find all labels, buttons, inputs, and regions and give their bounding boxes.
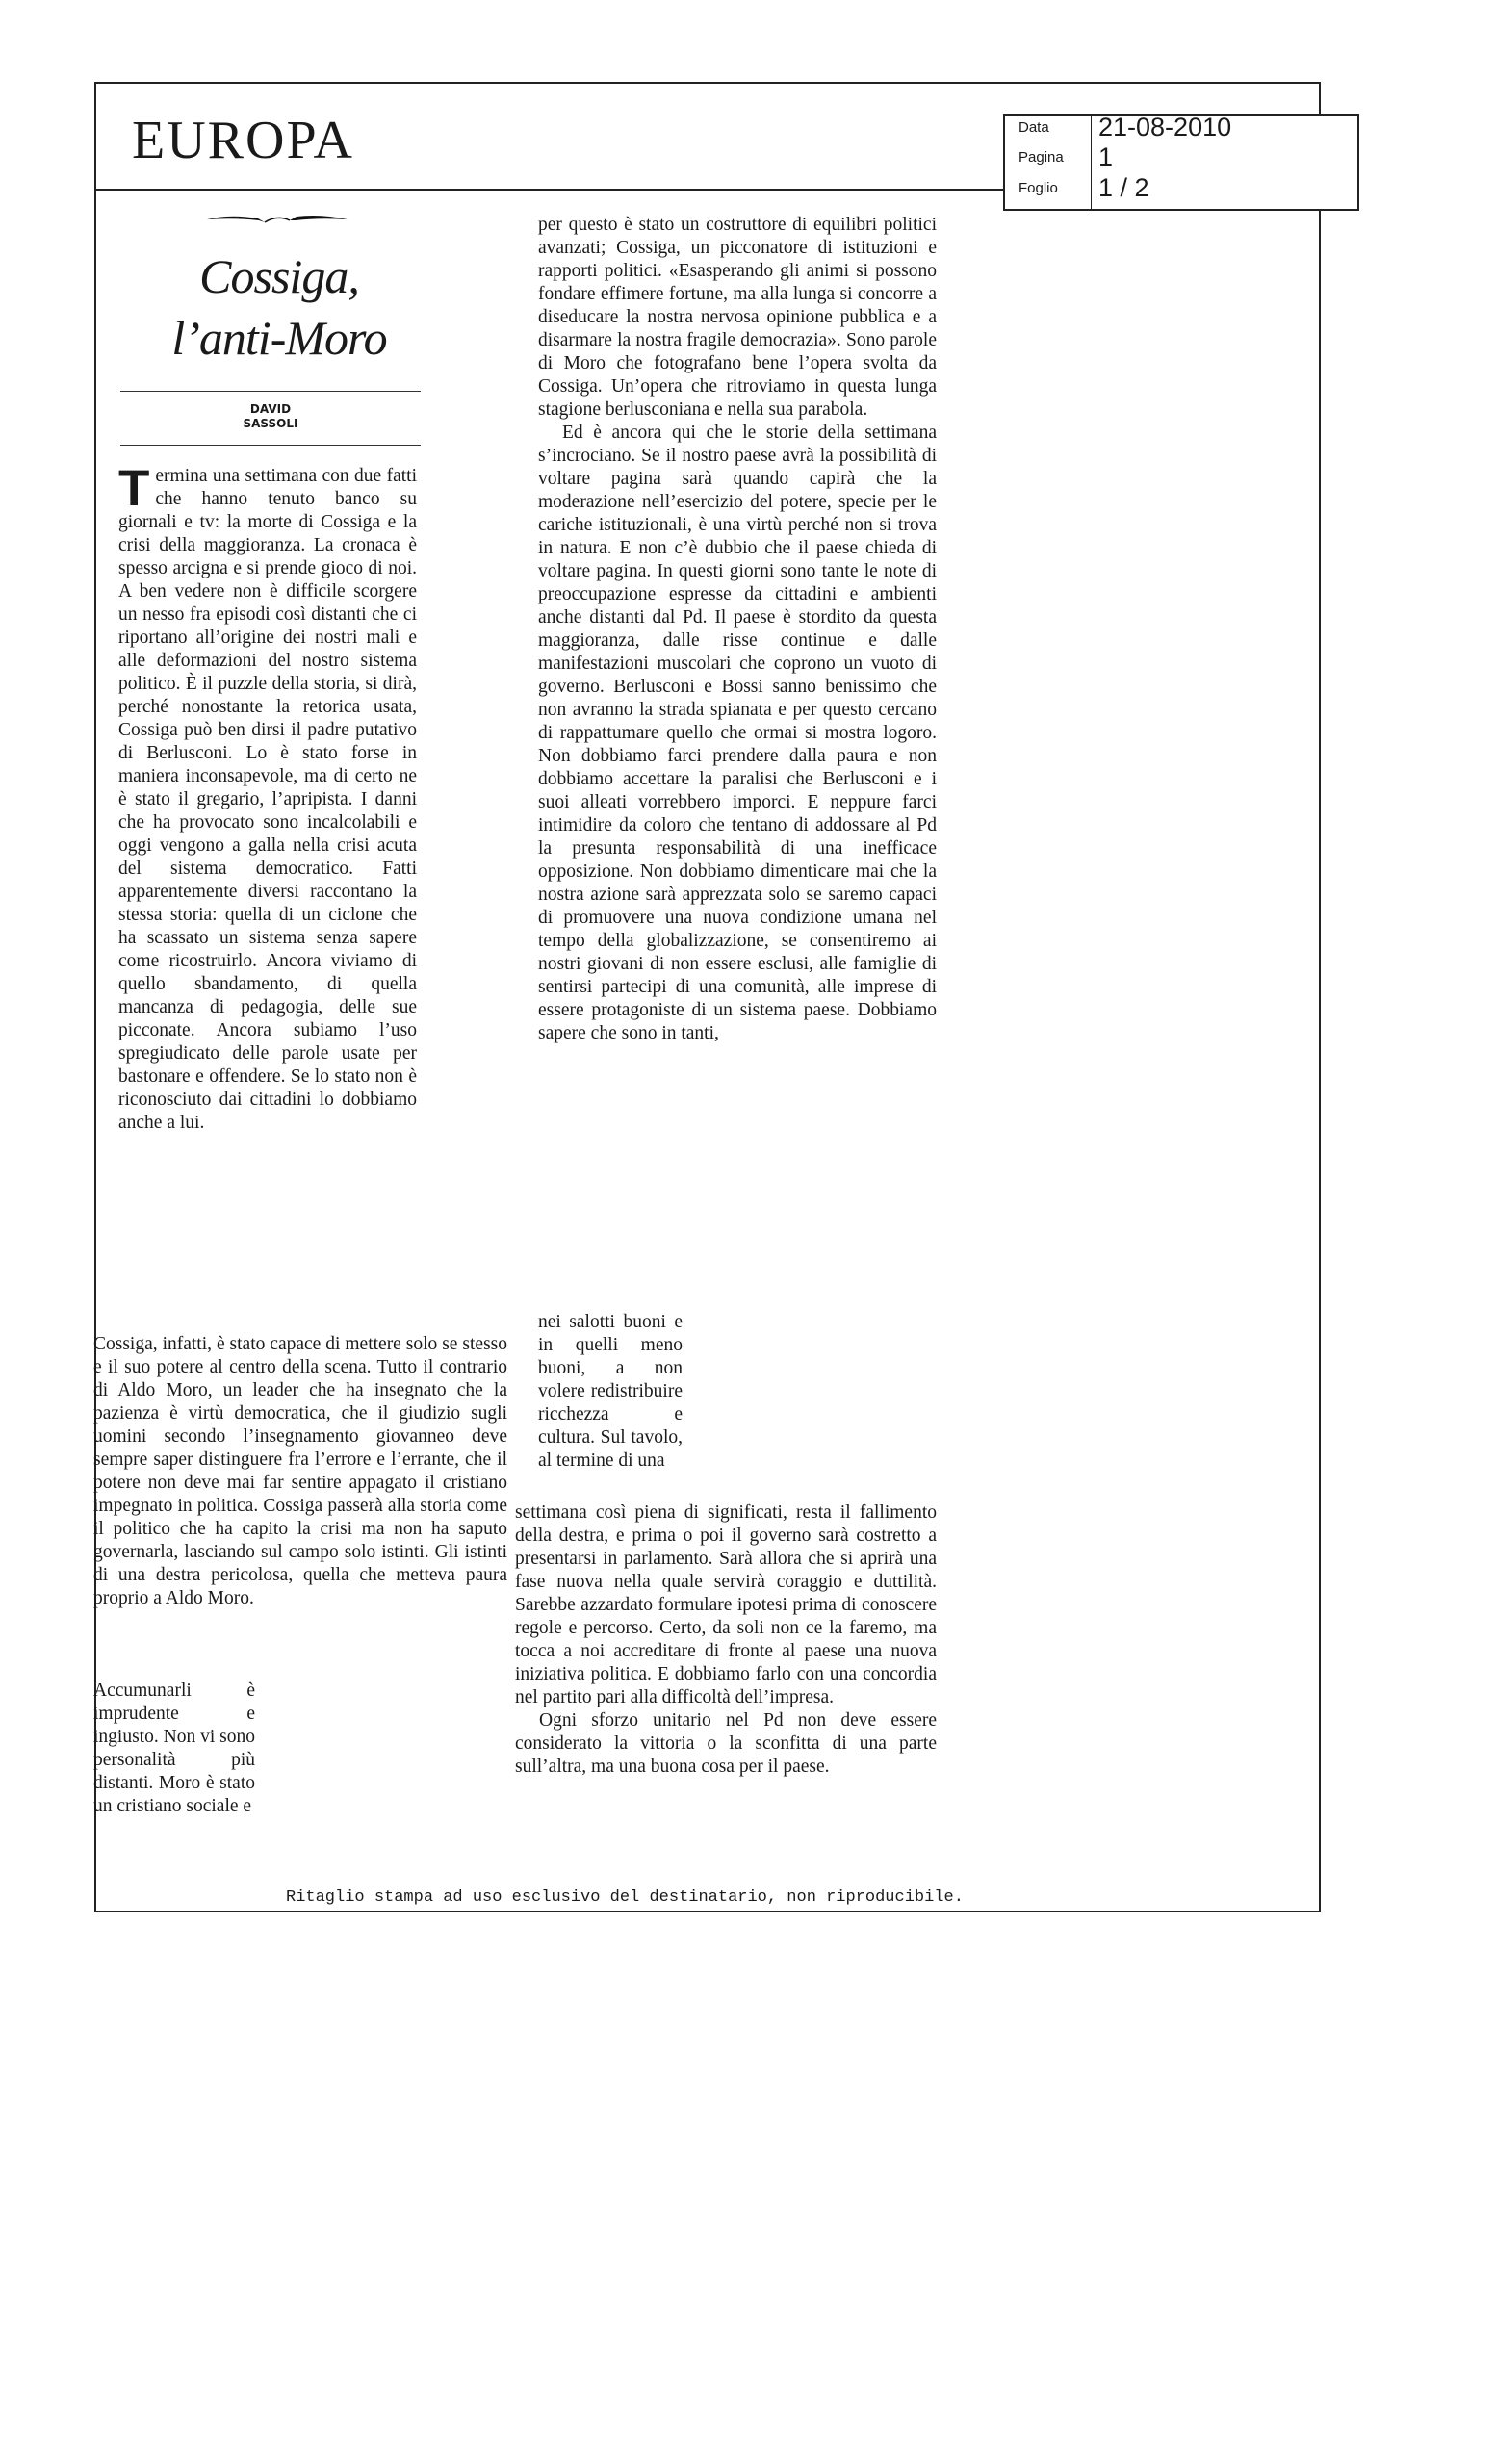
meta-label-foglio: Foglio (1019, 180, 1058, 196)
ornament-icon (205, 211, 349, 226)
meta-value-sheet: 1 / 2 (1098, 173, 1149, 202)
right-col-paragraph-2: Ed è ancora qui che le storie della settimana s’incrociano. Se il nostro paese avrà la possibilità di voltare pagina sarà quando capirà che la moderazione nell’esercizio del potere, specie per le cariche istituzionali, è una virtù perché non si trova in natura. E non c’è dubbio che il paese chieda di voltare pagina. In questi giorni sono tante le note di preoccupazione espresse da cittadini e ambienti anche distanti dal Pd. Il paese è stordito da questa maggioranza, dalle risse continue e dalle manifestazioni muscolari che coprono un vuoto di governo. Berlusconi e Bossi sanno benissimo che non avranno la strada spianata e per questo cercano di rappattumare quello che ormai si mostra logoro. Non dobbiamo farci prendere dalla paura e non dobbiamo accettare la paralisi che Berlusconi e i suoi alleati vorrebbero imporci. E neppure farci intimidire da coloro che tentano di addossare al Pd la presunta responsabilità di una inefficace opposizione. Non dobbiamo dimenticare mai che la nostra azione sarà apprezzata solo se saremo capaci di promuovere una nuova condizione umana nel tempo della globalizzazione, se consentiremo ai nostri giovani di non essere esclusi, alle famiglie di sentirsi partecipi di una comunità, alle imprese di essere protagoniste di un sistema paese. Dobbiamo sapere che sono in tanti, (538, 423, 937, 1043)
byline-last-name: SASSOLI (243, 417, 298, 430)
byline (120, 402, 421, 431)
meta-value-date: 21-08-2010 (1098, 113, 1232, 141)
right-col-narrow-text: nei salotti buoni e in quelli meno buoni, a non volere redistribuire ricchezza e cultura. Sul tavolo, al termine di una (538, 1312, 683, 1471)
title-line-1: Cossiga, (199, 249, 359, 303)
byline-first-name: DAVID (249, 402, 292, 416)
left-column (118, 460, 417, 1135)
meta-box-divider (1091, 114, 1092, 211)
right-col-paragraph-3: settimana così piena di significati, resta il fallimento della destra, e prima o poi il governo sarà costretto a presentarsi in parlamento. Sarà allora che si aprirà una fase nuova nella quale servirà coraggio e duttilità. Sarebbe azzardato formulare ipotesi prima di conoscere regole e percorso. Certo, da soli non ce la faremo, ma tocca a noi accreditare di fronte al paese una nuova iniziativa politica. E dobbiamo farlo con una concordia nel partito pari alla difficoltà dell’impresa. (515, 1502, 937, 1707)
middle-block (93, 1333, 507, 1610)
small-block (93, 1680, 255, 1818)
right-col-paragraph-1: per questo è stato un costruttore di equilibri politici avanzati; Cossiga, un picconatore di istituzioni e rapporti politici. «Esasperando gli animi si possono fondare effimere fortune, ma alla lunga si concorre a diseducare la nostra nervosa opinione pubblica e a disarmare la nostra fragile democrazia». Sono parole di Moro che fotografano bene l’opera svolta da Cossiga. Un’opera che ritroviamo in questa lunga stagione berlusconiana e nella sua parabola. (538, 215, 937, 420)
masthead: EUROPA (132, 111, 354, 170)
footer-notice: Ritaglio stampa ad uso esclusivo del destinatario, non riproducibile. (286, 1888, 964, 1907)
left-column-text: ermina una settimana con due fatti che hanno tenuto banco su giornali e tv: la morte di Cossiga e la crisi della maggioranza. La cronaca è spesso arcigna e si prende gioco di noi. A ben vedere non è difficile scorgere un nesso fra episodi così distanti che ci riportano all’origine dei nostri mali e alle deformazioni del nostro sistema politico. È il puzzle della storia, si dirà, perché nonostante la retorica usata, Cossiga può ben dirsi il padre putativo di Berlusconi. Lo è stato forse in maniera inconsapevole, ma di certo ne è stato il gregario, l’apripista. I danni che ha provocato sono incalcolabili e oggi vengono a galla nella crisi acuta del sistema democratico. Fatti apparentemente diversi raccontano la stessa storia: quella di un ciclone che ha scassato un sistema senza sapere come ricostruirlo. Ancora viviamo di quello sbandamento, di quella mancanza di pedagogia, delle sue picconate. Ancora subiamo l’uso spregiudicato delle parole usate per bastonare e offendere. Se lo stato non è riconosciuto dai cittadini lo dobbiamo anche a lui. (118, 466, 417, 1133)
drop-cap: T (118, 460, 150, 517)
right-column-bottom (515, 1502, 937, 1779)
small-block-text: Accumunarli è imprudente e ingiusto. Non vi sono personalità più distanti. Moro è stato un cristiano sociale e (93, 1681, 255, 1816)
title-line-2: l’anti-Moro (171, 311, 387, 365)
right-column-top (538, 214, 937, 1045)
middle-block-text: Cossiga, infatti, è stato capace di mettere solo se stesso e il suo potere al centro della scena. Tutto il contrario di Aldo Moro, un leader che ha insegnato che la pazienza è virtù democratica, che il giudizio sugli uomini secondo l’insegnamento giovanneo deve sempre saper distinguere fra l’errore e l’errante, che il potere non deve mai far sentire appagato il cristiano impegnato in politica. Cossiga passerà alla storia come il politico che ha capito la crisi ma non ha saputo governarla, lasciando sul campo solo istinti. Gli istinti di una destra pericolosa, quella che metteva paura proprio a Aldo Moro. (93, 1334, 507, 1608)
meta-label-pagina: Pagina (1019, 149, 1064, 166)
meta-value-page: 1 (1098, 142, 1114, 171)
meta-label-data: Data (1019, 119, 1049, 136)
right-column-narrow (538, 1311, 683, 1473)
byline-rule-top (120, 391, 421, 392)
header-rule (94, 189, 1003, 191)
article-title (125, 245, 433, 369)
right-col-paragraph-4: Ogni sforzo unitario nel Pd non deve essere considerato la vittoria o la sconfitta di una parte sull’altra, ma una buona cosa per il paese. (515, 1710, 937, 1777)
byline-rule-bottom (120, 445, 421, 446)
